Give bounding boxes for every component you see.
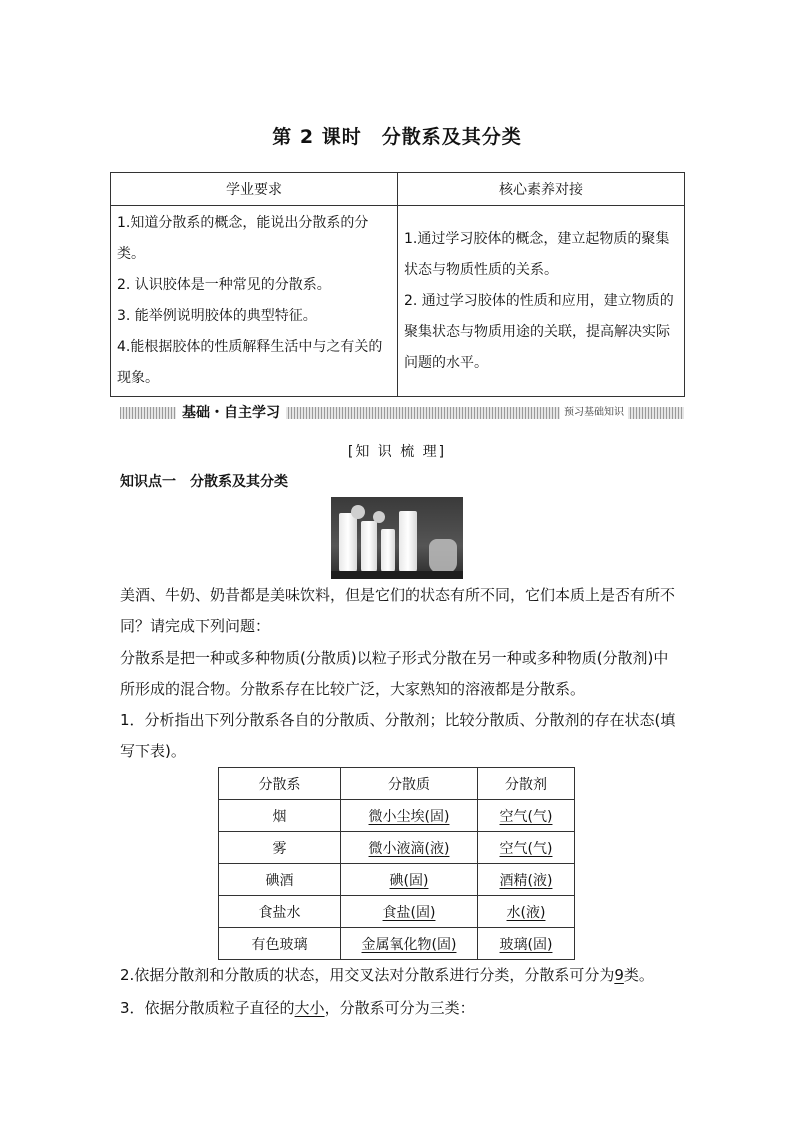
requirements-right-header: 核心素养对接 <box>398 173 685 206</box>
system-cell: 有色玻璃 <box>219 928 341 960</box>
fruit-shape <box>373 511 385 523</box>
jug-shape <box>429 539 457 573</box>
header-dispersed-phase: 分散质 <box>341 768 478 800</box>
dispersion-table <box>218 767 575 960</box>
learning-requirement-item: 2. 认识胶体是一种常见的分散系。 <box>117 277 331 293</box>
banner-right-label: 预习基础知识 <box>560 406 628 420</box>
tray-shape <box>331 571 463 579</box>
dispersion-medium-answer: 酒精(液) <box>478 864 575 896</box>
dispersed-phase-answer: 微小液滴(液) <box>341 832 478 864</box>
dispersed-phase-answer: 金属氧化物(固) <box>341 928 478 960</box>
learning-requirement-item: 3. 能举例说明胶体的典型特征。 <box>117 308 317 324</box>
question-3-suffix: ，分散系可分为三类： <box>324 999 475 1017</box>
requirements-table <box>110 172 685 397</box>
table-row <box>219 800 575 832</box>
glass-shape <box>361 521 377 573</box>
glass-shape <box>381 529 395 573</box>
requirements-body-row <box>111 206 685 397</box>
question-2 <box>120 960 680 991</box>
learning-requirement-item: 1.知道分散系的概念，能说出分散系的分类。 <box>117 215 369 262</box>
question-2-text: 2.依据分散剂和分散质的状态，用交叉法对分散系进行分类，分散系可分为 <box>120 966 615 984</box>
question-3 <box>120 993 680 1024</box>
dispersion-medium-answer: 空气(气) <box>478 832 575 864</box>
question-1: 1．分析指出下列分散系各自的分散质、分散剂；比较分散质、分散剂的存在状态(填写下表)。 <box>120 711 676 760</box>
dispersion-medium-answer: 空气(气) <box>478 800 575 832</box>
system-cell: 碘酒 <box>219 864 341 896</box>
table-row <box>219 896 575 928</box>
learning-requirements-cell <box>111 206 398 397</box>
dispersed-phase-answer: 食盐(固) <box>341 896 478 928</box>
question-2-answer: 9 <box>614 966 624 984</box>
table-row <box>219 928 575 960</box>
core-literacy-item: 2. 通过学习胶体的性质和应用，建立物质的聚集状态与物质用途的关联，提高解决实际问题的水平。 <box>404 292 674 371</box>
system-cell: 食盐水 <box>219 896 341 928</box>
page-title: 第 2 课时 分散系及其分类 <box>272 126 522 148</box>
learning-requirement-item: 4.能根据胶体的性质解释生活中与之有关的现象。 <box>117 339 383 386</box>
section-heading: [知 识 梳 理] <box>347 444 447 460</box>
core-literacy-item: 1.通过学习胶体的概念，建立起物质的聚集状态与物质性质的关系。 <box>404 230 670 278</box>
dispersed-phase-answer: 碘(固) <box>341 864 478 896</box>
dispersion-medium-answer: 玻璃(固) <box>478 928 575 960</box>
intro-paragraph: 美酒、牛奶、奶昔都是美味饮料，但是它们的状态有所不同，它们本质上是否有所不同？请完成下列问题： <box>120 586 676 635</box>
definition-paragraph: 分散系是把一种或多种物质(分散质)以粒子形式分散在另一种或多种物质(分散剂)中所形成的混合物。分散系存在比较广泛，大家熟知的溶液都是分散系。 <box>120 649 669 698</box>
table-header-row <box>219 768 575 800</box>
glass-shape <box>399 511 417 573</box>
system-cell: 烟 <box>219 800 341 832</box>
requirements-header-row <box>111 173 685 206</box>
requirements-left-header: 学业要求 <box>111 173 398 206</box>
table-row <box>219 864 575 896</box>
dispersed-phase-answer: 微小尘埃(固) <box>341 800 478 832</box>
banner-left-label: 基础・自主学习 <box>176 404 286 422</box>
fruit-shape <box>351 505 365 519</box>
table-row <box>219 832 575 864</box>
question-2-suffix: 类。 <box>623 966 654 984</box>
glass-shape <box>339 513 357 573</box>
question-3-answer: 大小 <box>294 999 325 1017</box>
dispersion-medium-answer: 水(液) <box>478 896 575 928</box>
section-banner <box>120 404 684 422</box>
header-system: 分散系 <box>219 768 341 800</box>
system-cell: 雾 <box>219 832 341 864</box>
question-3-text: 3．依据分散质粒子直径的 <box>120 999 295 1017</box>
drinks-photo <box>331 497 463 579</box>
core-literacy-cell <box>398 206 685 397</box>
header-dispersion-medium: 分散剂 <box>478 768 575 800</box>
knowledge-point-heading: 知识点一 分散系及其分类 <box>120 474 288 490</box>
